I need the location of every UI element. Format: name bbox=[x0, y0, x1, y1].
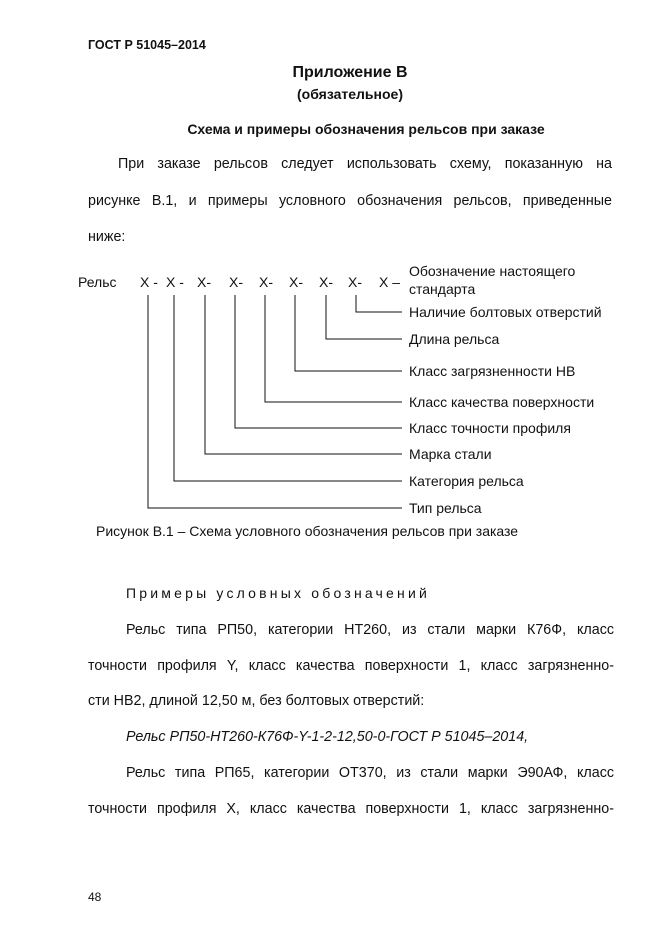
scheme-leader-lines bbox=[148, 295, 402, 508]
label-rail-category: Категория рельса bbox=[409, 473, 524, 489]
standard-header: ГОСТ Р 51045–2014 bbox=[88, 38, 206, 52]
label-length: Длина рельса bbox=[409, 331, 500, 347]
scheme-slot-1: Х - bbox=[140, 274, 158, 290]
label-standard-cont: стандарта bbox=[409, 281, 476, 297]
appendix-title: Приложение В bbox=[292, 64, 408, 81]
label-hb-class: Класс загрязненности НВ bbox=[409, 363, 576, 379]
label-steel-grade: Марка стали bbox=[409, 446, 492, 462]
scheme-slot-8: Х- bbox=[348, 274, 362, 290]
scheme-slot-9: Х – bbox=[379, 274, 401, 290]
scheme-slot-2: Х - bbox=[166, 274, 184, 290]
example-1-line-3: сти НВ2, длиной 12,50 м, без болтовых отверстий: bbox=[88, 693, 425, 709]
scheme-slot-3: Х- bbox=[197, 274, 211, 290]
example-2-line-2: точности профиля Х, класс качества поверхности 1, класс загрязненно- bbox=[88, 801, 614, 817]
label-surface-class: Класс качества поверхности bbox=[409, 394, 595, 410]
intro-line-2: рисунке В.1, и примеры условного обозначения рельсов, приведенные bbox=[88, 193, 612, 209]
label-profile-accuracy: Класс точности профиля bbox=[409, 420, 571, 436]
scheme-slot-7: Х- bbox=[319, 274, 333, 290]
scheme-slot-6: Х- bbox=[289, 274, 303, 290]
label-standard: Обозначение настоящего bbox=[409, 263, 576, 279]
intro-line-1: При заказе рельсов следует использовать схему, показанную на bbox=[118, 156, 612, 172]
example-1-line-2: точности профиля Y, класс качества поверхности 1, класс загрязненно- bbox=[88, 658, 614, 674]
example-2-line-1: Рельс типа РП65, категории ОТ370, из стали марки Э90АФ, класс bbox=[126, 765, 614, 781]
page-number: 48 bbox=[88, 890, 102, 904]
section-title: Схема и примеры обозначения рельсов при заказе bbox=[187, 121, 545, 137]
label-bolt-holes: Наличие болтовых отверстий bbox=[409, 304, 602, 320]
intro-line-3: ниже: bbox=[88, 229, 126, 245]
scheme-slot-4: Х- bbox=[229, 274, 243, 290]
example-1-designation: Рельс РП50-НТ260-К76Ф-Y-1-2-12,50-0-ГОСТ Р 51045–2014, bbox=[126, 729, 529, 745]
appendix-status: (обязательное) bbox=[296, 86, 403, 102]
figure-caption: Рисунок В.1 – Схема условного обозначения рельсов при заказе bbox=[96, 523, 519, 539]
examples-heading: Примеры условных обозначений bbox=[126, 585, 431, 601]
example-1-line-1: Рельс типа РП50, категории НТ260, из стали марки К76Ф, класс bbox=[126, 622, 614, 638]
scheme-prefix: Рельс bbox=[78, 274, 117, 290]
scheme-slot-5: Х- bbox=[259, 274, 273, 290]
label-rail-type: Тип рельса bbox=[409, 500, 482, 516]
